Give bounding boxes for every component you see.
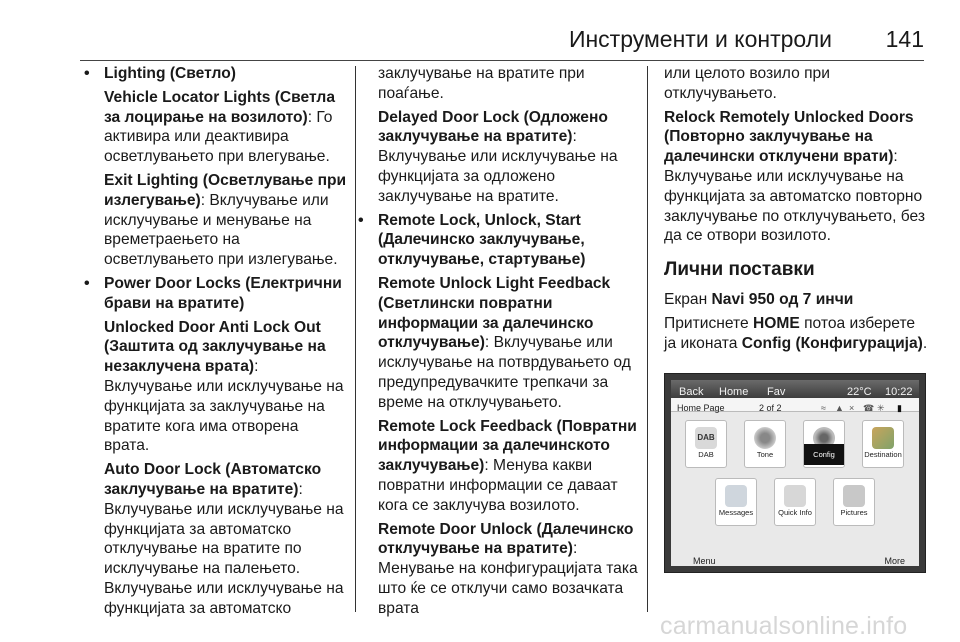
menu-button[interactable]: Menu bbox=[693, 556, 716, 567]
header-title: Инструменти и контроли bbox=[568, 26, 832, 52]
infotainment-screen-illustration bbox=[664, 373, 926, 573]
term: Config (Конфигурација) bbox=[741, 334, 923, 352]
column-3 bbox=[664, 64, 930, 573]
term: Relock Remotely Unlocked Doors (Повторно заклучување на далечински отклучени врати) bbox=[664, 108, 914, 166]
tile-config[interactable] bbox=[803, 420, 845, 468]
description: : Менува какви повратни информации се даваат кога се заклучува возилото. bbox=[378, 457, 618, 514]
back-button[interactable]: Back bbox=[679, 386, 704, 399]
paragraph: или целото возило при отклучувањето. bbox=[664, 65, 830, 102]
term: Vehicle Locator Lights (Светла за лоцирање на возилото) bbox=[104, 88, 336, 126]
tile-label: Pictures bbox=[840, 507, 868, 517]
home-page-area bbox=[671, 398, 919, 566]
description: : Вклучување или исклучување на потврдувањето од предупредувачките трепкачи за време на отклучувањето. bbox=[378, 334, 631, 411]
bluetooth-icon: ✳ bbox=[877, 403, 885, 414]
tile-destination[interactable] bbox=[862, 420, 904, 468]
page-header bbox=[0, 26, 960, 56]
term: Remote Unlock Light Feedback (Светлински повратни информации за далечинско отклучување) bbox=[378, 274, 611, 352]
clock: 10:22 bbox=[885, 386, 913, 399]
header-rule bbox=[80, 60, 924, 61]
description: : Вклучување или исклучување и менување на времетраењето на осветлувањето при излегување. bbox=[104, 191, 338, 269]
column-divider bbox=[355, 66, 356, 612]
description: : Вклучување или исклучување на функцијата за автоматско повторно заклучување по отклучувањето, без да се отвори возилото. bbox=[664, 148, 925, 245]
bullet-remote-lock: • Remote Lock, Unlock, Start (Далечинско заклучување, отклучување, стартување) bbox=[356, 211, 640, 270]
paragraph bbox=[664, 290, 930, 310]
description: : Вклучување или исклучување на функцијата за автоматско отклучување на вратите по исклучување на палењето. Вклучување или исклучување на функцијата за автоматско bbox=[104, 480, 344, 617]
home-page-label: Home Page bbox=[677, 403, 725, 414]
tile-label: Config bbox=[804, 444, 844, 466]
paragraph bbox=[664, 108, 930, 247]
description: : Вклучување или исклучување на функцијата за заклучување на вратите кога има отворена врата. bbox=[104, 358, 344, 455]
signal-icon: ▲ bbox=[835, 403, 844, 414]
tile-quick-info[interactable] bbox=[774, 478, 816, 526]
battery-icon: ▮ bbox=[897, 403, 902, 414]
status-bar bbox=[671, 380, 919, 398]
paragraph bbox=[664, 314, 930, 354]
term: Navi 950 од 7 инчи bbox=[711, 290, 854, 308]
page-bar bbox=[671, 398, 919, 412]
term: Delayed Door Lock (Одложено заклучување на вратите) bbox=[378, 108, 608, 146]
watermark: carmanualsonline.info bbox=[660, 612, 908, 640]
column-divider bbox=[647, 66, 648, 612]
tile-tone[interactable] bbox=[744, 420, 786, 468]
description: : Го активира или деактивира осветлувањето при влегување. bbox=[104, 108, 333, 166]
bottom-bar bbox=[671, 548, 919, 566]
column-2 bbox=[378, 64, 640, 623]
text: Притиснете bbox=[664, 314, 753, 332]
tile-dab[interactable] bbox=[685, 420, 727, 468]
term: Auto Door Lock (Автоматско заклучување на вратите) bbox=[104, 461, 322, 498]
term: Unlocked Door Anti Lock Out (Заштита од заклучување на незаклучена врата) bbox=[104, 318, 326, 376]
tile-label: Messages bbox=[718, 507, 754, 517]
tile-label: Destination bbox=[864, 449, 902, 459]
paragraph bbox=[82, 171, 348, 270]
text: Екран bbox=[664, 290, 712, 308]
bullet-power-door-locks: • Power Door Locks (Електрични брави на вратите) bbox=[82, 274, 348, 314]
mute-icon: × bbox=[849, 403, 855, 414]
tile-label: Tone bbox=[756, 449, 774, 459]
page-number: 141 bbox=[885, 26, 924, 52]
fav-button[interactable]: Fav bbox=[767, 386, 786, 399]
wifi-icon: ≈ bbox=[821, 403, 826, 414]
section-heading: Лични поставки bbox=[664, 259, 815, 281]
term: Remote Door Unlock (Далечинско отклучување на вратите) bbox=[378, 520, 634, 558]
tile-pictures[interactable] bbox=[833, 478, 875, 526]
term: Remote Lock Feedback (Повратни информации за далечинското заклучување) bbox=[378, 417, 637, 475]
term: Exit Lighting (Осветлување при излегување) bbox=[104, 171, 347, 209]
paragraph bbox=[378, 108, 640, 207]
home-button[interactable]: Home bbox=[719, 386, 749, 399]
description: : Менување на конфигурацијата така што ќе се отклучи само возачката врата bbox=[378, 540, 638, 617]
term: HOME bbox=[752, 314, 800, 332]
description: : Вклучување или исклучување на функцијата за одложено заклучување на вратите. bbox=[378, 128, 618, 205]
paragraph bbox=[378, 274, 640, 413]
text: . bbox=[922, 334, 928, 352]
temperature: 22°C bbox=[847, 386, 872, 399]
dab-radio-icon: DAB bbox=[695, 427, 717, 449]
column-1 bbox=[82, 64, 348, 623]
page-indicator: 2 of 2 bbox=[759, 403, 782, 414]
paragraph bbox=[82, 88, 348, 167]
paragraph bbox=[82, 318, 348, 457]
paragraph: заклучување на вратите при поаѓање. bbox=[378, 65, 585, 102]
tile-label: Quick Info bbox=[778, 507, 812, 517]
tile-label: DAB bbox=[698, 449, 714, 459]
text: потоа изберете ја иконата bbox=[664, 314, 916, 352]
paragraph bbox=[82, 460, 348, 618]
more-button[interactable]: More bbox=[884, 556, 905, 567]
paragraph bbox=[378, 520, 640, 619]
bullet-lighting: • Lighting (Светло) bbox=[82, 64, 348, 84]
tile-messages[interactable] bbox=[715, 478, 757, 526]
phone-icon: ☎ bbox=[863, 403, 875, 414]
paragraph bbox=[378, 417, 640, 516]
